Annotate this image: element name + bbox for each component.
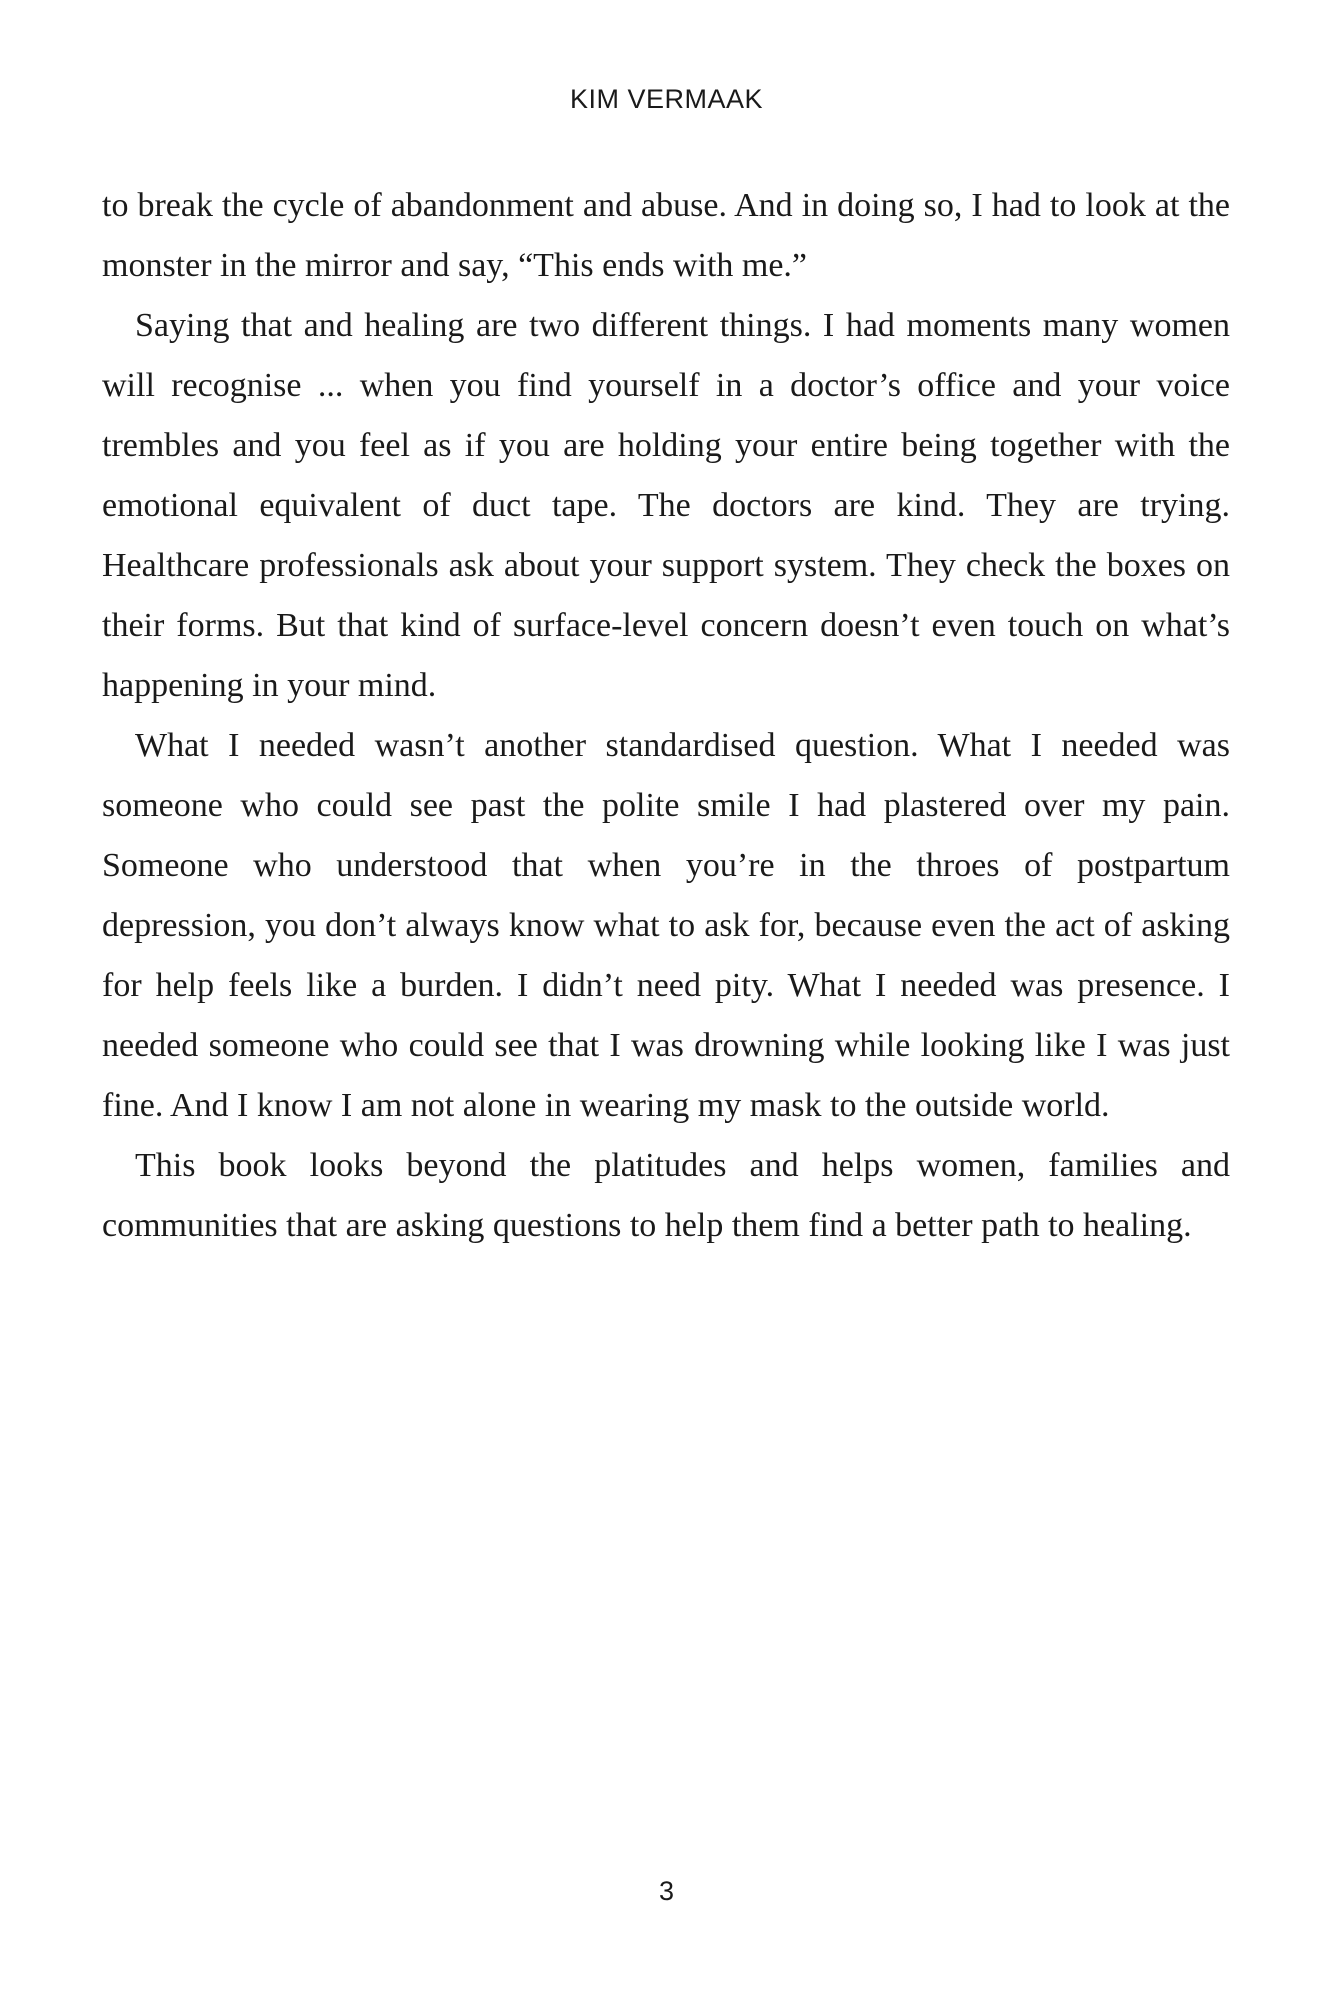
paragraph-2: Saying that and healing are two different things. I had moments many women will recognise ... when you find yourself in a doctor’s office and your voice trembles and you feel as if you are holding your entire being together with the emotional equivalent of duct tape. The doctors are kind. They are trying. Healthcare professionals ask about your support system. They check the boxes on their forms. But that kind of surface-level concern doesn’t even touch on what’s happening in your mind. <box>102 307 1230 704</box>
body-text <box>102 176 1230 1256</box>
page-number: 3 <box>658 1876 675 1906</box>
paragraph-1: to break the cycle of abandonment and abuse. And in doing so, I had to look at the monster in the mirror and say, “This ends with me.” <box>102 187 1230 284</box>
paragraph-4: This book looks beyond the platitudes and helps women, families and communities that are asking questions to help them find a better path to healing. <box>102 1147 1230 1244</box>
running-head: KIM VERMAAK <box>569 84 764 114</box>
paragraph-3: What I needed wasn’t another standardised question. What I needed was someone who could see past the polite smile I had plastered over my pain. Someone who understood that when you’re in the throes of postpartum depression, you don’t always know what to ask for, because even the act of asking for help feels like a burden. I didn’t need pity. What I needed was presence. I needed someone who could see that I was drowning while looking like I was just fine. And I know I am not alone in wearing my mask to the outside world. <box>102 727 1230 1124</box>
